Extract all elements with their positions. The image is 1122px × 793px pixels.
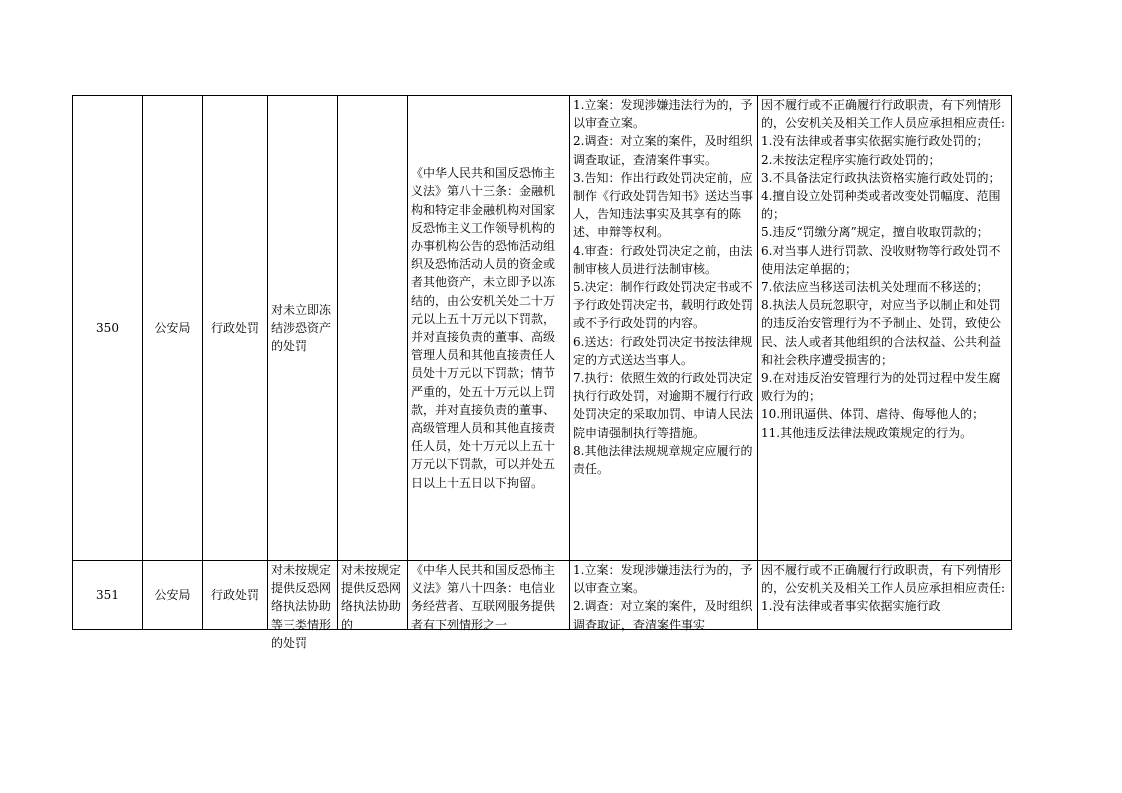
liability-item: 5.违反“罚缴分离”规定，擅自收取罚款的； [761,225,989,240]
sub-item-text: 对未按规定提供反恐网络执法协助的 [341,563,402,632]
liability-item: 6.对当事人进行罚款、没收财物等行政处罚不使用法定单据的； [761,243,1001,276]
item-cell [268,561,338,650]
liability-item: 2.未按法定程序实施行政处罚的； [761,152,941,167]
procedure-step: 4.审查：行政处罚决定之前，由法制审核人员进行法制审核。 [573,243,753,276]
procedure-clip [573,561,754,632]
category-cell: 行政处罚 [203,96,268,561]
procedure-cell [570,96,758,561]
responsibility-table [72,95,1012,650]
basis-cell: 《中华人民共和国反恐怖主义法》第八十三条：金融机构和特定非金融机构对国家反恐怖主义工作领导机构的办事机构公告的恐怖活动组织及恐怖活动人员的资金或者其他资产，未立即予以冻结的，由公安机关处二十万元以上五十万元以下罚款，并对直接负责的董事、高级管理人员和其他直接责任人员处十万元以下罚款；情节严重的，处五十万元以上罚款，并对直接负责的董事、高级管理人员和其他直接责任人员，处十万元以上五十万元以下罚款，可以并处五日以上十五日以下拘留。 [408,96,570,561]
liability-item: 1.没有法律或者事实依据实施行政处罚的； [761,134,989,149]
liability-item: 1.没有法律或者事实依据实施行政 [761,599,941,614]
table-row [73,96,1012,561]
liability-item: 8.执法人员玩忽职守，对应当予以制止和处罚的违反治安管理行为不予制止、处罚，致使公民、法人或者其他组织的合法权益、公共利益和社会秩序遭受损害的； [761,298,1002,367]
procedure-step: 2.调查：对立案的案件，及时组织调查取证，查清案件事实 [573,599,753,632]
category-cell: 行政处罚 [203,561,268,630]
liability-item: 因不履行或不正确履行行政职责，有下列情形的，公安机关及相关工作人员应承担相应责任: [761,98,1006,131]
basis-cell [408,561,570,630]
procedure-step: 2.调查：对立案的案件，及时组织调查取证，查清案件事实。 [573,134,753,167]
table-row [73,561,1012,630]
liability-item: 7.依法应当移送司法机关处理而不移送的； [761,280,989,295]
liability-item: 11.其他违反法律法规政策规定的行为。 [761,425,973,440]
liability-cell [758,561,1012,630]
procedure-step: 8.其他法律法规规章规定应履行的责任。 [573,443,753,477]
procedure-step: 6.送达：行政处罚决定书按法律规定的方式送达当事人。 [573,334,753,367]
liability-item: 10.刑讯逼供、体罚、虐待、侮辱他人的； [761,407,985,422]
liability-cell [758,96,1012,561]
procedure-step: 5.决定：制作行政处罚决定书或不予行政处罚决定书，载明行政处罚或不予行政处罚的内容。 [573,280,754,331]
liability-item: 因不履行或不正确履行行政职责，有下列情形的，公安机关及相关工作人员应承担相应责任: [761,563,1006,596]
sub-item-cell [338,561,408,630]
liability-item: 4.擅自设立处罚种类或者改变处罚幅度、范围的； [761,189,1001,222]
liability-item: 9.在对违反治安管理行为的处罚过程中发生腐败行为的； [761,371,1001,404]
sub-item-cell [338,96,408,561]
basis-text: 《中华人民共和国反恐怖主义法》第八十四条：电信业务经营者、互联网服务提供者有下列情形之一 [411,563,556,632]
row-number: 351 [73,561,143,630]
procedure-step: 1.立案：发现涉嫌违法行为的，予以审查立案。 [573,563,753,596]
procedure-step: 3.告知：作出行政处罚决定前，应制作《行政处罚告知书》送达当事人，告知违法事实及其享有的陈述、申辩等权利。 [573,170,754,240]
row-number: 350 [73,96,143,561]
department-cell: 公安局 [143,561,203,630]
item-text: 对未按规定提供反恐网络执法协助等三类情形的处罚 [271,563,332,650]
procedure-cell [570,561,758,630]
procedure-step: 7.执行：依照生效的行政处罚决定执行行政处罚，对逾期不履行行政处罚决定的采取加罚、申请人民法院申请强制执行等措施。 [573,371,754,440]
department-cell: 公安局 [143,96,203,561]
item-cell: 对未立即冻结涉恐资产的处罚 [268,96,338,561]
procedure-step: 1.立案：发现涉嫌违法行为的，予以审查立案。 [573,98,753,131]
liability-clip [761,561,1008,627]
liability-item: 3.不具备法定行政执法资格实施行政处罚的； [761,170,1001,185]
